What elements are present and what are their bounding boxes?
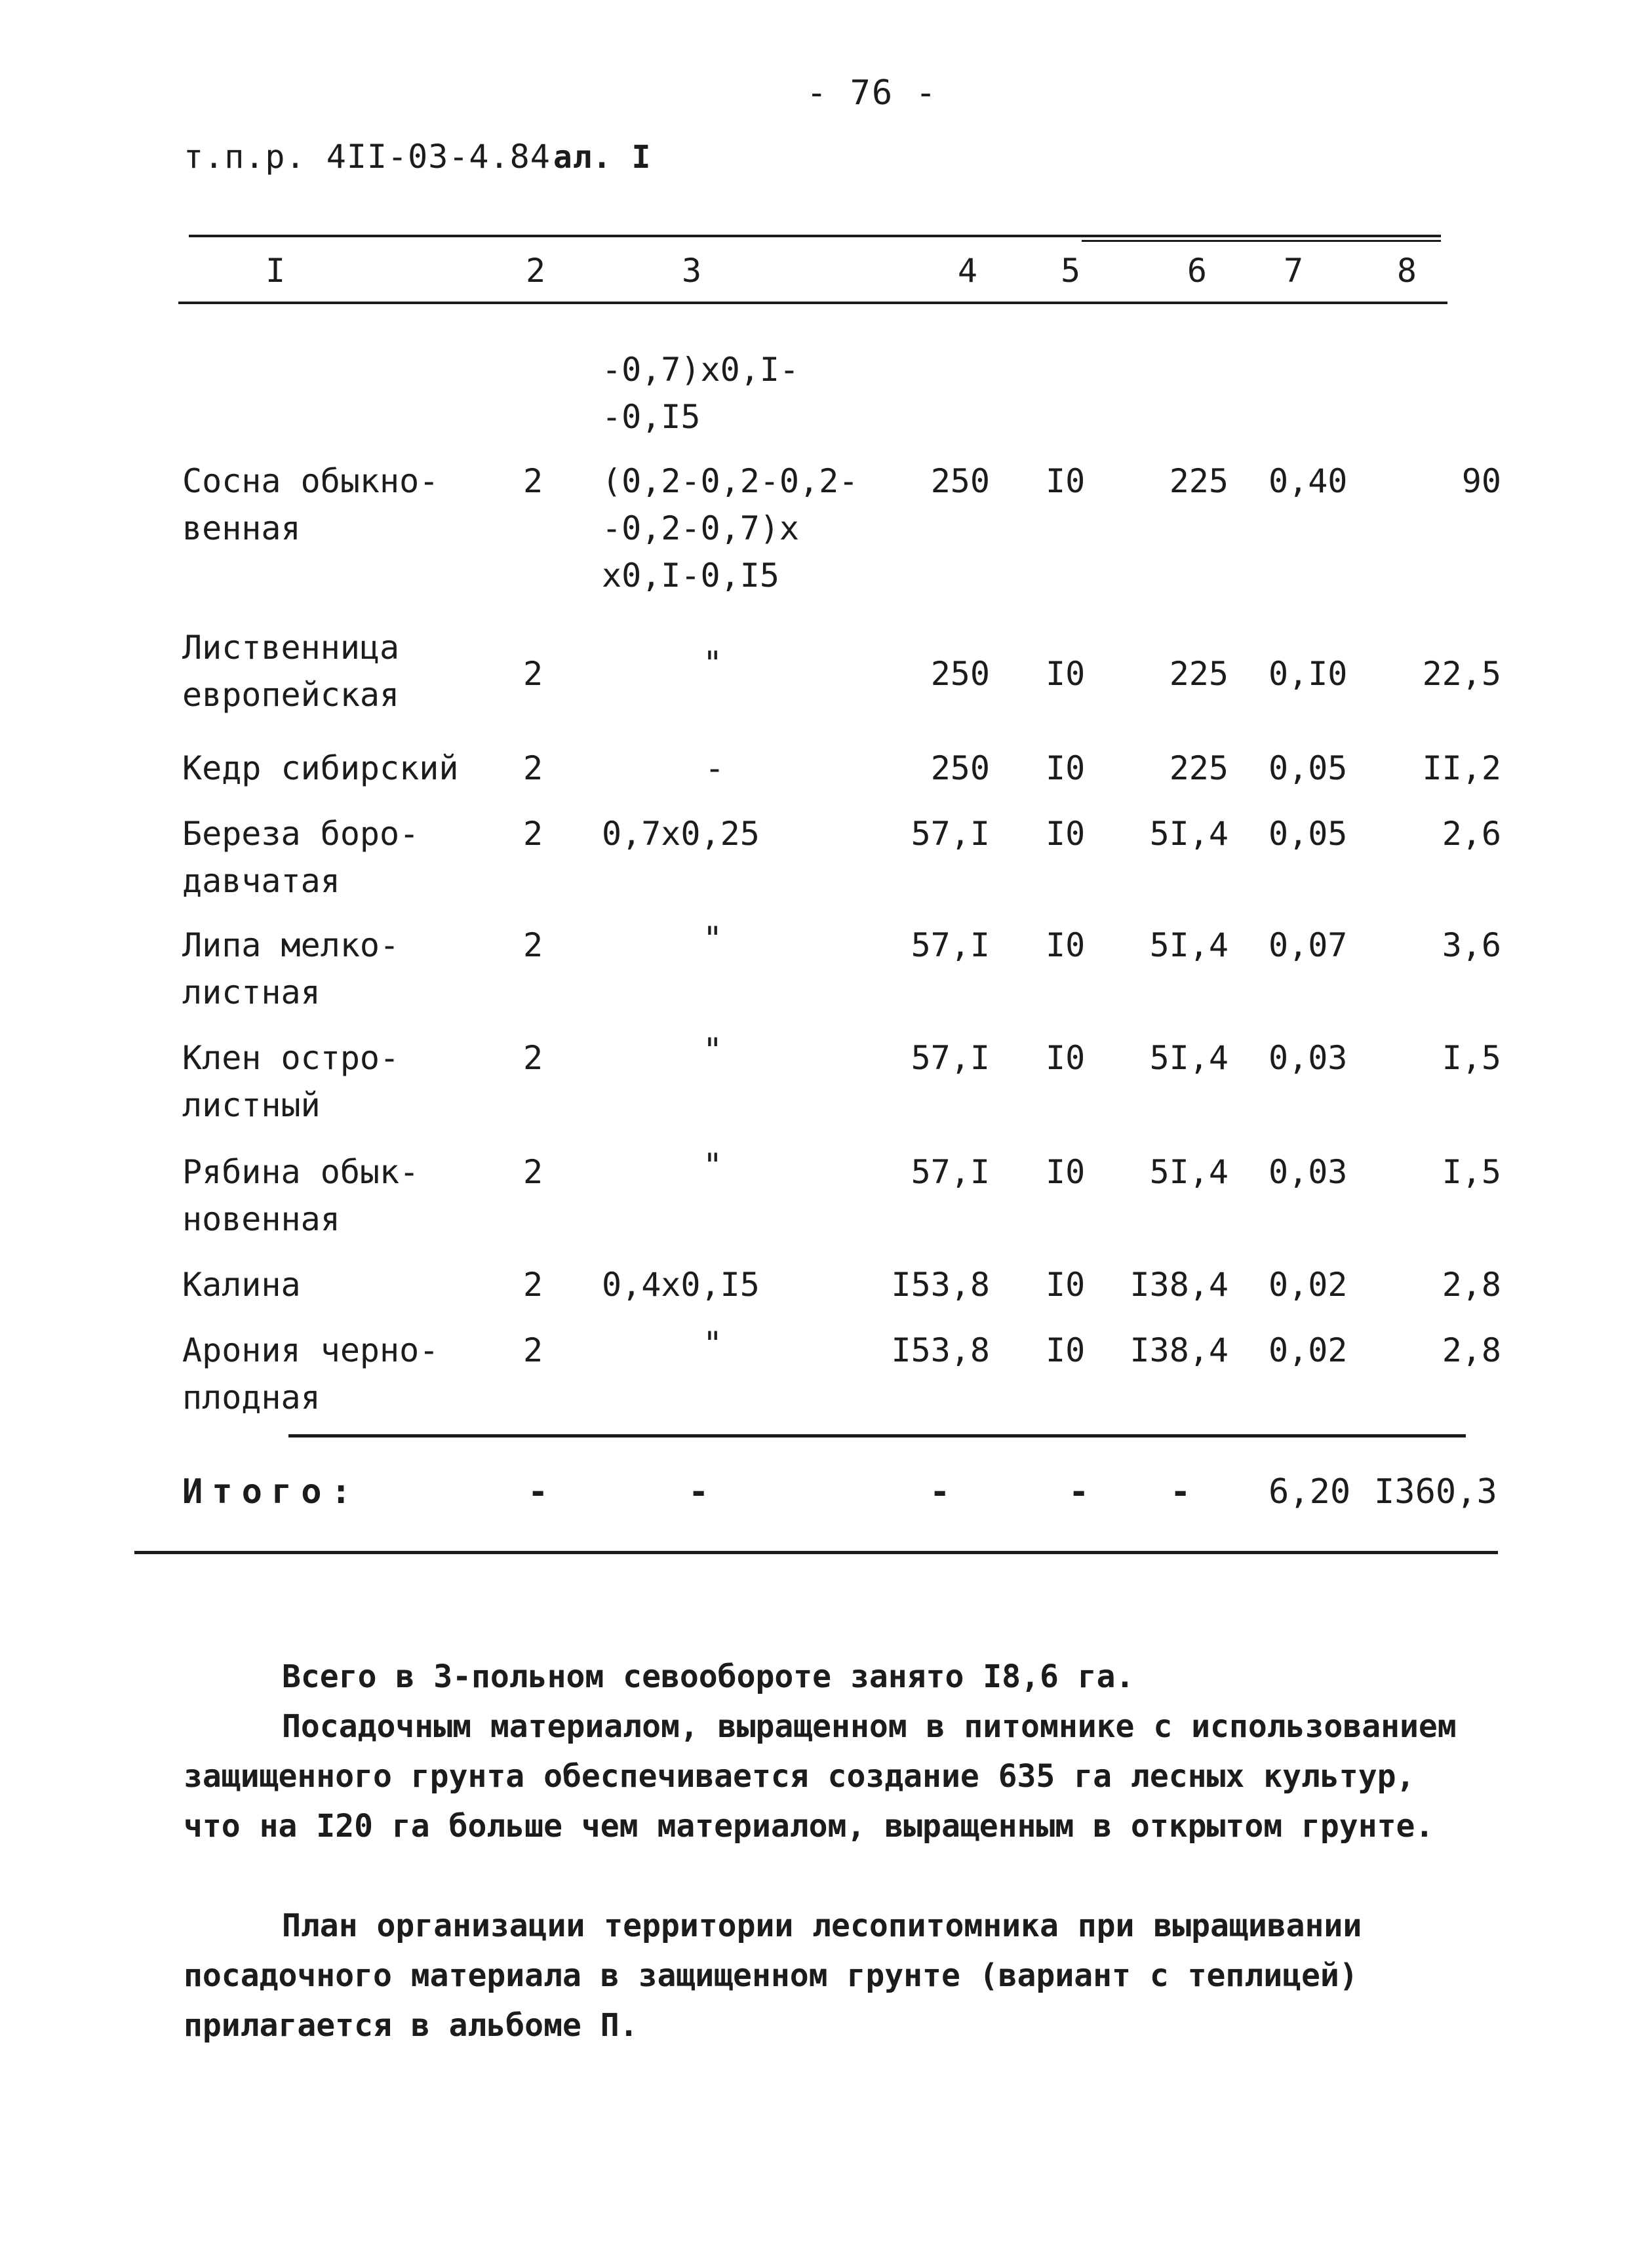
cell-col-6: 5I,4	[1149, 1039, 1229, 1077]
species-name	[182, 1327, 439, 1421]
species-name-line: Клен остро-	[182, 1039, 400, 1077]
cell-col-2: 2	[523, 1039, 543, 1077]
species-name	[182, 810, 419, 905]
species-name	[182, 1034, 399, 1129]
cell-col-4: 57,I	[911, 815, 990, 853]
cell-col-6: 5I,4	[1149, 1153, 1229, 1191]
header-col-6: 6	[1187, 252, 1207, 290]
species-name	[182, 922, 399, 1016]
scheme-line: -0,2-0,7)x	[602, 509, 800, 547]
cell-col-4: I53,8	[891, 1331, 990, 1369]
species-name-line: Рябина обык-	[182, 1153, 420, 1191]
scheme-line: x0,I-0,I5	[602, 557, 779, 595]
cell-col-2: 2	[523, 462, 543, 500]
cell-col-7: 0,05	[1269, 815, 1348, 853]
cell-col-2: -	[528, 1472, 549, 1512]
ditto-mark: "	[703, 920, 723, 958]
cell-col-8: 22,5	[1422, 655, 1501, 693]
cell-col-2: 2	[523, 1153, 543, 1191]
cell-col-5: I0	[1046, 655, 1086, 693]
album-reference: ал. I	[553, 139, 652, 176]
cell-col-4: 250	[930, 462, 990, 500]
cell-col-4: 250	[930, 655, 990, 693]
cell-col-5: I0	[1046, 1331, 1086, 1369]
cell-col-8: I360,3	[1374, 1472, 1497, 1512]
species-name-line: листный	[182, 1086, 321, 1124]
cell-col-8: I,5	[1442, 1039, 1501, 1077]
species-name-line: Сосна обыкно-	[182, 462, 439, 500]
scheme-line: (0,2-0,2-0,2-	[602, 462, 859, 500]
cell-col-4: 57,I	[911, 926, 990, 964]
cell-col-7: 0,40	[1269, 462, 1348, 500]
cell-col-7: 0,03	[1269, 1153, 1348, 1191]
species-name-line: Береза боро-	[182, 815, 420, 853]
cell-col-2: 2	[523, 815, 543, 853]
cell-col-5: I0	[1046, 1153, 1086, 1191]
cell-col-5: -	[1069, 1472, 1090, 1512]
cell-col-7: 0,03	[1269, 1039, 1348, 1077]
ditto-mark: "	[703, 1146, 723, 1184]
paragraph-planting-material: Посадочным материалом, выращенном в питомнике с использованием защищенного грунта обеспечивается создание 635 га лесных культур, что на I20 га больше чем материалом, выращенным в открытом грунте.	[184, 1708, 1457, 1845]
species-name-line: Арония черно-	[182, 1331, 439, 1369]
header-col-2: 2	[526, 252, 546, 290]
cell-col-6: 225	[1169, 655, 1229, 693]
cell-col-3: -	[688, 1472, 709, 1512]
ditto-mark: "	[703, 1031, 723, 1069]
species-name-line: плодная	[182, 1378, 321, 1417]
cell-col-8: 3,6	[1442, 926, 1501, 964]
cell-col-4: 250	[930, 749, 990, 787]
cell-col-8: 90	[1461, 462, 1501, 500]
header-bottom-rule	[178, 302, 1447, 304]
cell-col-6: 5I,4	[1149, 926, 1229, 964]
cell-col-7: 0,02	[1269, 1266, 1348, 1304]
species-name-line: венная	[182, 509, 301, 547]
species-name-line: листная	[182, 973, 321, 1011]
cell-col-8: 2,8	[1442, 1331, 1501, 1369]
cell-col-6: 225	[1169, 462, 1229, 500]
paragraph-total-area: Всего в 3-польном севообороте занято I8,6 га.	[282, 1658, 1135, 1695]
cell-col-5: I0	[1046, 462, 1086, 500]
species-name	[182, 1148, 419, 1243]
continuation-line: -0,7)x0,I-	[602, 351, 800, 389]
dash-mark: -	[705, 749, 725, 787]
cell-col-3: 0,4x0,I5	[602, 1266, 760, 1304]
ditto-mark: "	[703, 1325, 723, 1363]
table-top-rule-2	[1082, 240, 1441, 242]
cell-col-3	[602, 458, 858, 599]
species-name-line: Липа мелко-	[182, 926, 400, 964]
cell-col-8: 2,6	[1442, 815, 1501, 853]
cell-col-5: I0	[1046, 1266, 1086, 1304]
header-col-5: 5	[1061, 252, 1081, 290]
cell-col-8: II,2	[1422, 749, 1501, 787]
cell-col-2: 2	[523, 749, 543, 787]
ditto-mark: "	[703, 644, 723, 682]
species-name	[182, 458, 439, 552]
cell-col-7: 6,20	[1269, 1472, 1351, 1512]
header-col-4: 4	[957, 252, 977, 290]
cell-col-8: I,5	[1442, 1153, 1501, 1191]
cell-col-4: 57,I	[911, 1153, 990, 1191]
cell-col-5: I0	[1046, 815, 1086, 853]
page-number: - 76 -	[806, 73, 937, 113]
cell-col-6: 225	[1169, 749, 1229, 787]
cell-col-5: I0	[1046, 749, 1086, 787]
header-col-7: 7	[1284, 252, 1304, 290]
cell-col-6: I38,4	[1130, 1331, 1229, 1369]
cell-col-8: 2,8	[1442, 1266, 1501, 1304]
cell-col-7: 0,02	[1269, 1331, 1348, 1369]
cell-col-4: 57,I	[911, 1039, 990, 1077]
cell-col-4: -	[930, 1472, 951, 1512]
document-code: т.п.р. 4II-03-4.84	[184, 138, 551, 176]
cell-col-2: 2	[523, 655, 543, 693]
table-top-rule	[189, 235, 1441, 237]
species-name	[182, 624, 399, 718]
species-name: Кедр сибирский	[182, 749, 459, 787]
continuation-line: -0,I5	[602, 398, 701, 436]
cell-col-3: 0,7x0,25	[602, 815, 760, 853]
cell-col-2: 2	[523, 1331, 543, 1369]
cell-col-6: -	[1170, 1472, 1191, 1512]
cell-col-7: 0,I0	[1269, 655, 1348, 693]
cell-col-4: I53,8	[891, 1266, 990, 1304]
continuation-cell	[602, 346, 799, 440]
species-name-line: давчатая	[182, 862, 340, 900]
cell-col-6: I38,4	[1130, 1266, 1229, 1304]
header-col-1: I	[266, 252, 286, 290]
table-bottom-rule	[134, 1551, 1498, 1554]
header-col-3: 3	[682, 252, 702, 290]
cell-col-2: 2	[523, 1266, 543, 1304]
total-label: Итого:	[182, 1472, 361, 1512]
cell-col-7: 0,07	[1269, 926, 1348, 964]
paragraph-territory-plan: План организации территории лесопитомника при выращивании посадочного материала в защищенном грунте (вариант с теплицей) прилагается в альбоме П.	[184, 1907, 1362, 2044]
species-name-line: Лиственница	[182, 629, 400, 667]
cell-col-5: I0	[1046, 1039, 1086, 1077]
cell-col-6: 5I,4	[1149, 815, 1229, 853]
species-name: Калина	[182, 1266, 301, 1304]
document-reference	[184, 138, 651, 176]
cell-col-7: 0,05	[1269, 749, 1348, 787]
table-header-row	[0, 248, 1633, 294]
cell-col-2: 2	[523, 926, 543, 964]
header-col-8: 8	[1396, 252, 1417, 290]
species-name-line: европейская	[182, 676, 400, 714]
species-name-line: новенная	[182, 1200, 340, 1238]
cell-col-5: I0	[1046, 926, 1086, 964]
total-top-rule	[288, 1434, 1466, 1437]
